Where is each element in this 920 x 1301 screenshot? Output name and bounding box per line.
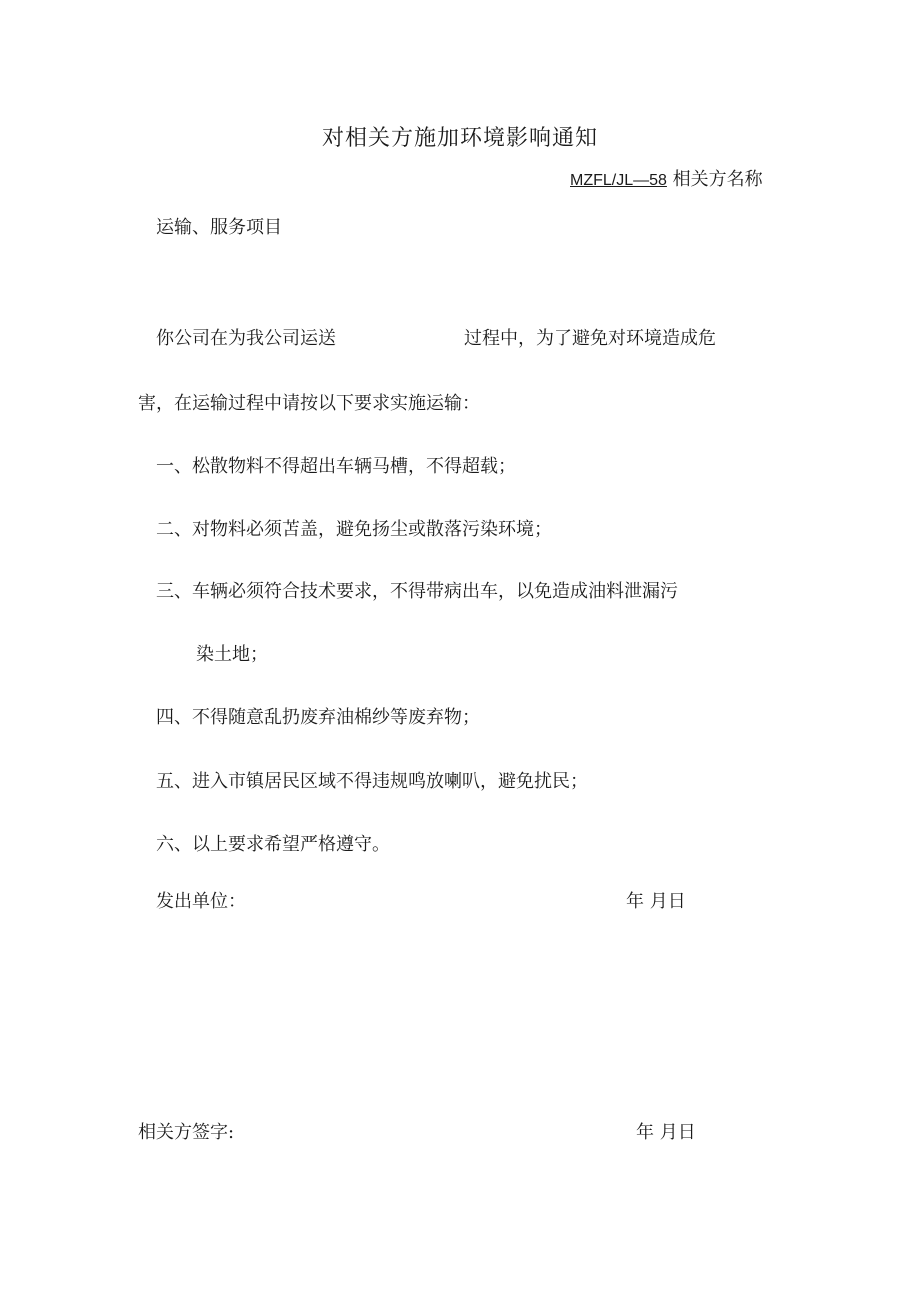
issuer-label: 发出单位：: [156, 891, 246, 912]
signature-date: 年 月日: [636, 1122, 696, 1143]
requirement-item: 三、车辆必须符合技术要求，不得带病出车，以免造成油料泄漏污: [156, 581, 678, 602]
issuer-date: 年 月日: [626, 891, 686, 912]
intro-part2: 过程中，为了避免对环境造成危: [464, 328, 716, 349]
signature-label: 相关方签字:: [138, 1122, 235, 1143]
header-code-line: [570, 168, 763, 193]
requirement-item-continuation: 染土地；: [196, 644, 268, 665]
document-code: MZFL/JL—58: [570, 172, 667, 189]
party-name-label: 相关方名称: [672, 169, 763, 190]
document-title: 对相关方施加环境影响通知: [321, 126, 598, 151]
requirement-item: 一、松散物料不得超出车辆马槽，不得超载；: [156, 456, 516, 477]
requirement-item: 六、以上要求希望严格遵守。: [156, 834, 390, 855]
intro-part1: 你公司在为我公司运送: [156, 328, 336, 349]
service-item-label: 运输、服务项目: [156, 217, 282, 238]
requirement-item: 二、对物料必须苫盖，避免扬尘或散落污染环境；: [156, 519, 552, 540]
requirement-item: 五、进入市镇居民区域不得违规鸣放喇叭，避免扰民；: [156, 771, 588, 792]
intro-line2: 害，在运输过程中请按以下要求实施运输：: [138, 393, 480, 414]
requirement-item: 四、不得随意乱扔废弃油棉纱等废弃物；: [156, 707, 480, 728]
